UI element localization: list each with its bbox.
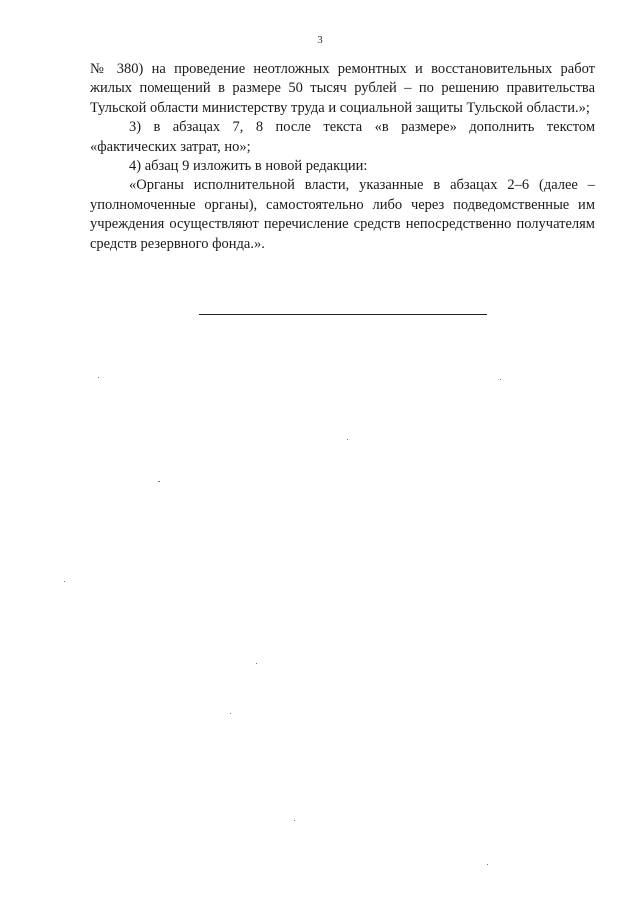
scan-speck — [158, 481, 160, 482]
scan-speck — [230, 713, 231, 714]
scan-speck — [256, 663, 257, 664]
page-number: 3 — [317, 34, 323, 46]
paragraph-new-wording: «Органы исполнительной власти, указанные в абзацах 2–6 (далее – уполномоченные органы), самостоятельно либо через подведомственные им учреждения осуществляют перечисление средств непосредственно получателям средств резервного фонда.». — [90, 177, 595, 252]
paragraph-item-4: 4) абзац 9 изложить в новой редакции: — [129, 158, 368, 175]
scan-speck — [98, 377, 99, 378]
document-body — [90, 60, 595, 254]
paragraph-continuation: № 380) на проведение неотложных ремонтных и восстановительных работ жилых помещений в размере 50 тысяч рублей – по решению правительства Тульской области министерству труда и социальной защиты Тульской области.»; — [90, 61, 595, 116]
closing-divider — [199, 314, 487, 315]
scan-speck — [347, 439, 348, 440]
scan-speck — [500, 379, 501, 380]
scan-speck — [487, 864, 488, 865]
paragraph-item-3: 3) в абзацах 7, 8 после текста «в размере» дополнить текстом «фактических затрат, но»; — [90, 119, 595, 155]
scan-speck — [294, 820, 295, 821]
scan-speck — [64, 581, 65, 582]
